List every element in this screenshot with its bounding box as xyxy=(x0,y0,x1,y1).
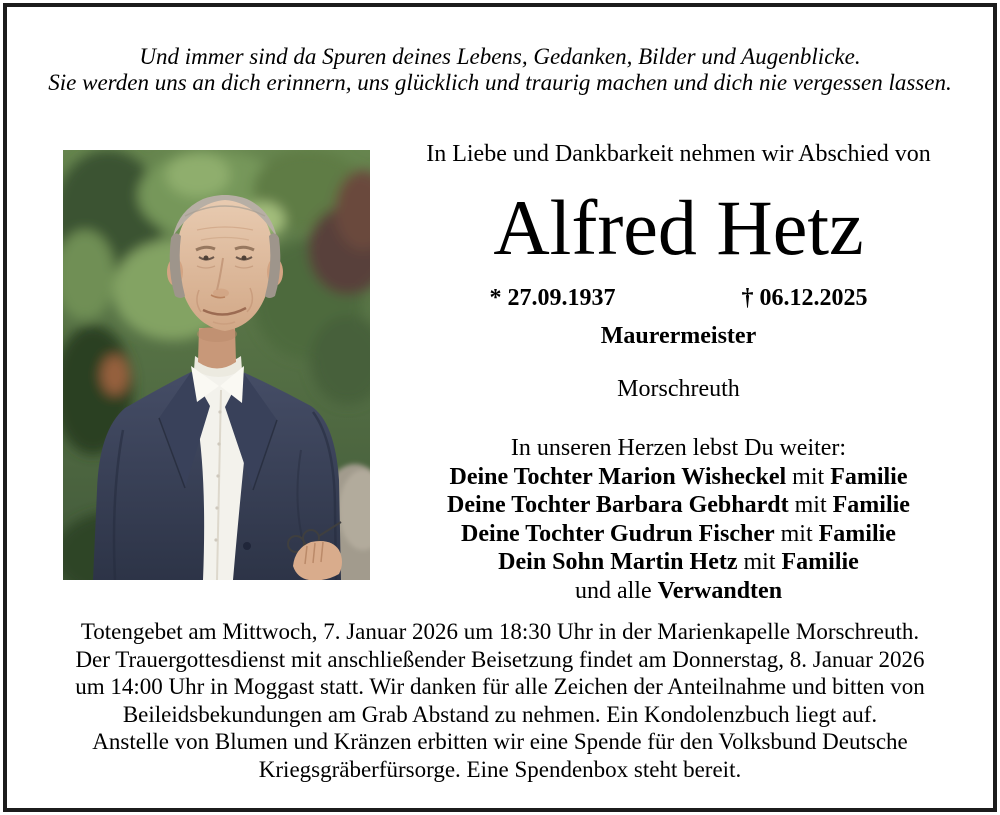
epigraph-line-1: Und immer sind da Spuren deines Lebens, Gedanken, Bilder und Augenblicke. xyxy=(139,44,861,69)
survivor-name: Deine Tochter Gudrun Fischer xyxy=(461,520,775,547)
profession: Maurermeister xyxy=(600,323,757,349)
epigraph xyxy=(0,44,1000,96)
survivor-name: Deine Tochter Marion Wisheckel xyxy=(449,463,787,490)
closing-regular: und alle xyxy=(574,577,658,604)
announcement-line-6: Kriegsgräberfürsorge. Eine Spendenbox steht bereit. xyxy=(258,756,742,782)
survivor-family: Familie xyxy=(781,549,859,576)
death-date: † 06.12.2025 xyxy=(741,285,868,311)
deceased-name: Alfred Hetz xyxy=(493,184,864,271)
survivor-mit: mit xyxy=(786,463,831,490)
survivor-line-3 xyxy=(380,520,977,549)
announcement-line-5: Anstelle von Blumen und Kränzen erbitten wir eine Spende für den Volksbund Deutsche xyxy=(92,729,908,754)
birth-date: * 27.09.1937 xyxy=(489,285,616,311)
farewell-intro: In Liebe und Dankbarkeit nehmen wir Abschied von xyxy=(426,141,931,167)
memoriam-block xyxy=(380,434,977,606)
survivor-mit: mit xyxy=(774,520,819,547)
survivor-name: Deine Tochter Barbara Gebhardt xyxy=(447,492,789,519)
survivor-line-1 xyxy=(380,463,977,492)
survivor-family: Familie xyxy=(832,492,910,519)
portrait-photo xyxy=(63,150,370,580)
survivor-line-2 xyxy=(380,491,977,520)
survivor-family: Familie xyxy=(818,520,896,547)
announcement-line-2: Der Trauergottesdienst mit anschließender Beisetzung findet am Donnerstag, 8. Januar 2026 xyxy=(75,646,925,672)
memoriam-intro: In unseren Herzen lebst Du weiter: xyxy=(510,435,847,461)
funeral-announcement xyxy=(0,618,1000,783)
portrait-illustration xyxy=(63,150,370,580)
closing-bold: Verwandten xyxy=(657,577,783,604)
survivor-mit: mit xyxy=(737,549,782,576)
survivor-family: Familie xyxy=(830,463,908,490)
memoriam-closing xyxy=(380,577,977,606)
residence: Morschreuth xyxy=(617,376,740,402)
life-dates xyxy=(380,284,977,312)
announcement-line-4: Beileidsbekundungen am Grab Abstand zu nehmen. Ein Kondolenzbuch liegt auf. xyxy=(122,701,878,727)
survivor-line-4 xyxy=(380,548,977,577)
survivor-mit: mit xyxy=(788,492,833,519)
announcement-line-3: um 14:00 Uhr in Moggast statt. Wir danken für alle Zeichen der Anteilnahme und bitten von xyxy=(75,674,925,699)
epigraph-line-2: Sie werden uns an dich erinnern, uns glücklich und traurig machen und dich nie vergessen lassen. xyxy=(48,70,952,95)
announcement-line-1: Totengebet am Mittwoch, 7. Januar 2026 um 18:30 Uhr in der Marienkapelle Morschreuth. xyxy=(80,619,920,644)
survivor-name: Dein Sohn Martin Hetz xyxy=(498,549,738,576)
